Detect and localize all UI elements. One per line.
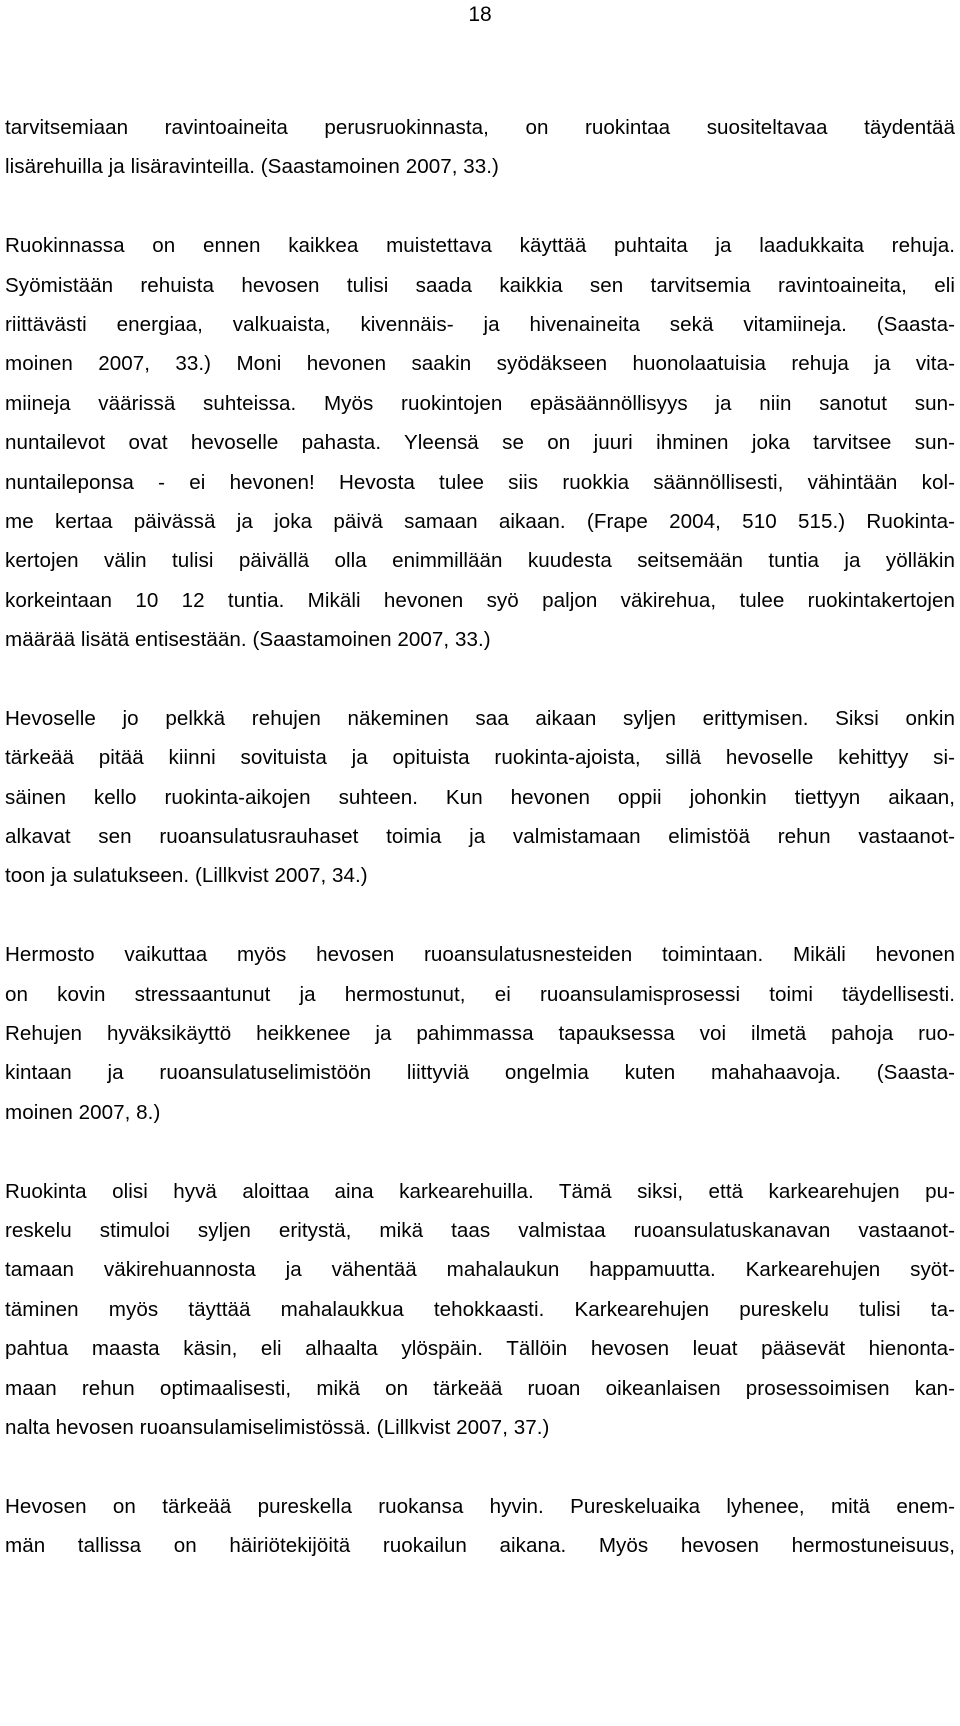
text-line: toon ja sulatukseen. (Lillkvist 2007, 34.) [5, 864, 368, 888]
text-line: Hevosen on tärkeää pureskella ruokansa hyvin. Pureskeluaika lyhenee, mitä enem- [5, 1494, 955, 1518]
paragraph-spacer [5, 187, 955, 226]
paragraph-spacer [5, 659, 955, 698]
text-line: tärkeää pitää kiinni sovituista ja opituista ruokinta-ajoista, sillä hevoselle kehittyy si- [5, 746, 955, 770]
text-line: alkavat sen ruoansulatusrauhaset toimia ja valmistamaan elimistöä rehun vastaanot- [5, 825, 955, 849]
paragraph [5, 699, 955, 896]
text-line: tamaan väkirehuannosta ja vähentää mahalaukun happamuutta. Karkearehujen syöt- [5, 1258, 955, 1282]
text-line: nuntailevot ovat hevoselle pahasta. Yleensä se on juuri ihminen joka tarvitsee sun- [5, 431, 955, 455]
page-number: 18 [468, 3, 492, 26]
paragraph [5, 226, 955, 659]
text-line: moinen 2007, 33.) Moni hevonen saakin syödäkseen huonolaatuisia rehuja ja vita- [5, 352, 955, 376]
text-line: Ruokinta olisi hyvä aloittaa aina karkearehuilla. Tämä siksi, että karkearehujen pu- [5, 1179, 955, 1203]
document-body [5, 108, 955, 1565]
text-line: män tallissa on häiriötekijöitä ruokailun aikana. Myös hevosen hermostuneisuus, [5, 1534, 955, 1558]
text-line: tarvitsemiaan ravintoaineita perusruokinnasta, on ruokintaa suositeltavaa täydentää [5, 116, 955, 139]
text-line: pahtua maasta käsin, eli alhaalta ylöspäin. Tällöin hevosen leuat pääsevät hienonta- [5, 1337, 955, 1361]
paragraph [5, 1172, 955, 1448]
text-line: täminen myös täyttää mahalaukkua tehokkaasti. Karkearehujen pureskelu tulisi ta- [5, 1297, 955, 1321]
text-line: Ruokinnassa on ennen kaikkea muistettava käyttää puhtaita ja laadukkaita rehuja. [5, 234, 955, 258]
text-line: nalta hevosen ruoansulamiselimistössä. (Lillkvist 2007, 37.) [5, 1415, 550, 1439]
text-line: Hevoselle jo pelkkä rehujen näkeminen saa aikaan syljen erittymisen. Siksi onkin [5, 706, 955, 730]
text-line: Rehujen hyväksikäyttö heikkenee ja pahimmassa tapauksessa voi ilmetä pahoja ruo- [5, 1021, 955, 1045]
text-line: kertojen välin tulisi päivällä olla enimmillään kuudesta seitsemään tuntia ja yölläkin [5, 549, 955, 573]
paragraph [5, 108, 955, 187]
text-line: lisärehuilla ja lisäravinteilla. (Saastamoinen 2007, 33.) [5, 155, 499, 179]
paragraph-spacer [5, 896, 955, 935]
text-line: nuntaileponsa - ei hevonen! Hevosta tulee siis ruokkia säännöllisesti, vähintään kol- [5, 470, 955, 494]
paragraph-spacer [5, 1447, 955, 1486]
text-line: on kovin stressaantunut ja hermostunut, ei ruoansulamisprosessi toimi täydellisesti. [5, 982, 955, 1006]
text-line: riittävästi energiaa, valkuaista, kivennäis- ja hivenaineita sekä vitamiineja. (Saasta- [5, 312, 955, 336]
text-line: määrää lisätä entisestään. (Saastamoinen 2007, 33.) [5, 628, 491, 652]
text-line: me kertaa päivässä ja joka päivä samaan aikaan. (Frape 2004, 510 515.) Ruokinta- [5, 509, 955, 533]
text-line: Hermosto vaikuttaa myös hevosen ruoansulatusnesteiden toimintaan. Mikäli hevonen [5, 943, 955, 967]
text-line: kintaan ja ruoansulatuselimistöön liittyviä ongelmia kuten mahahaavoja. (Saasta- [5, 1061, 955, 1085]
paragraph [5, 1487, 955, 1566]
text-line: maan rehun optimaalisesti, mikä on tärkeää ruoan oikeanlaisen prosessoimisen kan- [5, 1376, 955, 1400]
text-line: korkeintaan 10 12 tuntia. Mikäli hevonen syö paljon väkirehua, tulee ruokintakertojen [5, 588, 955, 612]
paragraph-spacer [5, 1132, 955, 1171]
paragraph [5, 935, 955, 1132]
text-line: moinen 2007, 8.) [5, 1100, 161, 1124]
text-line: säinen kello ruokinta-aikojen suhteen. Kun hevonen oppii johonkin tiettyyn aikaan, [5, 785, 955, 809]
text-line: miineja väärissä suhteissa. Myös ruokintojen epäsäännöllisyys ja niin sanotut sun- [5, 391, 955, 415]
text-line: Syömistään rehuista hevosen tulisi saada kaikkia sen tarvitsemia ravintoaineita, eli [5, 273, 955, 297]
text-line: reskelu stimuloi syljen eritystä, mikä taas valmistaa ruoansulatuskanavan vastaanot- [5, 1218, 955, 1242]
